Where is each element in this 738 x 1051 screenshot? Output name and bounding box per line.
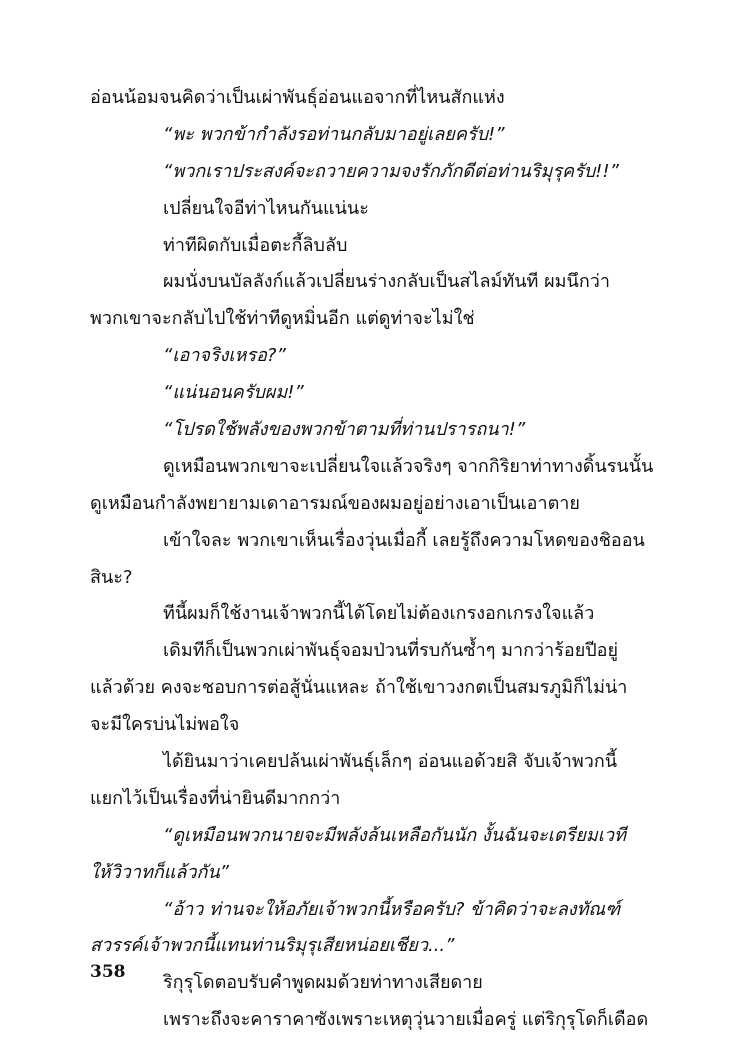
text-line: ให้วิวาทก็แล้วกัน”	[90, 861, 230, 883]
text-line: อ่อนน้อมจนคิดว่าเป็นเผ่าพันธุ์อ่อนแอจากที่ไหนสักแห่ง	[90, 87, 505, 108]
text-line: ท่าทีผิดกับเมื่อตะกี้ลิบลับ	[163, 234, 348, 256]
text-line: แล้วด้วย คงจะชอบการต่อสู้นั่นแหละ ถ้าใช้เขาวงกตเป็นสมรภูมิก็ไม่น่า	[90, 677, 628, 699]
text-line: สวรรค์เจ้าพวกนี้แทนท่านริมุรุเสียหน่อยเชียว...”	[90, 935, 455, 957]
text-line: ได้ยินมาว่าเคยปล้นเผ่าพันธุ์เล็กๆ อ่อนแอด้วยสิ จับเจ้าพวกนี้	[163, 751, 618, 773]
text-line: “เอาจริงเหรอ?”	[163, 345, 286, 367]
page-number: 358	[90, 962, 126, 982]
text-line: แยกไว้เป็นเรื่องที่น่ายินดีมากกว่า	[90, 787, 341, 809]
text-line: ทีนี้ผมก็ใช้งานเจ้าพวกนี้ได้โดยไม่ต้องเกรงอกเกรงใจแล้ว	[163, 603, 595, 625]
text-line: “แน่นอนครับผม!”	[163, 382, 304, 404]
text-line: “พวกเราประสงค์จะถวายความจงรักภักดีต่อท่านริมุรุครับ!!”	[163, 160, 619, 182]
text-line: “อ้าว ท่านจะให้อภัยเจ้าพวกนี้หรือครับ? ข้าคิดว่าจะลงทัณฑ์	[163, 898, 621, 920]
text-line: เข้าใจละ พวกเขาเห็นเรื่องวุ่นเมื่อกี้ เลยรู้ถึงความโหดของชิออน	[163, 529, 645, 551]
text-line: เปลี่ยนใจอีท่าไหนกันแน่นะ	[163, 197, 369, 219]
text-line: “พะ พวกข้ากำลังรอท่านกลับมาอยู่เลยครับ!”	[163, 123, 505, 145]
text-line: เพราะถึงจะคาราคาซังเพราะเหตุวุ่นวายเมื่อครู่ แต่ริกุรุโดก็เดือด	[163, 1009, 649, 1031]
text-line: “ดูเหมือนพวกนายจะมีพลังล้นเหลือกันนัก งั้นฉันจะเตรียมเวที	[163, 824, 626, 846]
text-line: พวกเขาจะกลับไปใช้ท่าทีดูหมิ่นอีก แต่ดูท่าจะไม่ใช่	[90, 308, 475, 330]
text-line: ริกุรุโดตอบรับคำพูดผมด้วยท่าทางเสียดาย	[163, 972, 483, 994]
text-line: “โปรดใช้พลังของพวกข้าตามที่ท่านปรารถนา!”	[163, 419, 526, 441]
text-line: สินะ?	[90, 566, 133, 588]
text-line: ผมนั่งบนบัลลังก์แล้วเปลี่ยนร่างกลับเป็นสไลม์ทันที ผมนึกว่า	[163, 271, 610, 293]
text-line: ดูเหมือนพวกเขาจะเปลี่ยนใจแล้วจริงๆ จากกิริยาท่าทางดิ้นรนนั้น	[163, 455, 654, 477]
body-text	[90, 80, 656, 1039]
text-line: ดูเหมือนกำลังพยายามเดาอารมณ์ของผมอยู่อย่างเอาเป็นเอาตาย	[90, 492, 580, 514]
text-line: จะมีใครบ่นไม่พอใจ	[90, 714, 240, 736]
text-line: เดิมทีก็เป็นพวกเผ่าพันธุ์จอมป่วนที่รบกันซ้ำๆ มากว่าร้อยปีอยู่	[163, 640, 619, 662]
